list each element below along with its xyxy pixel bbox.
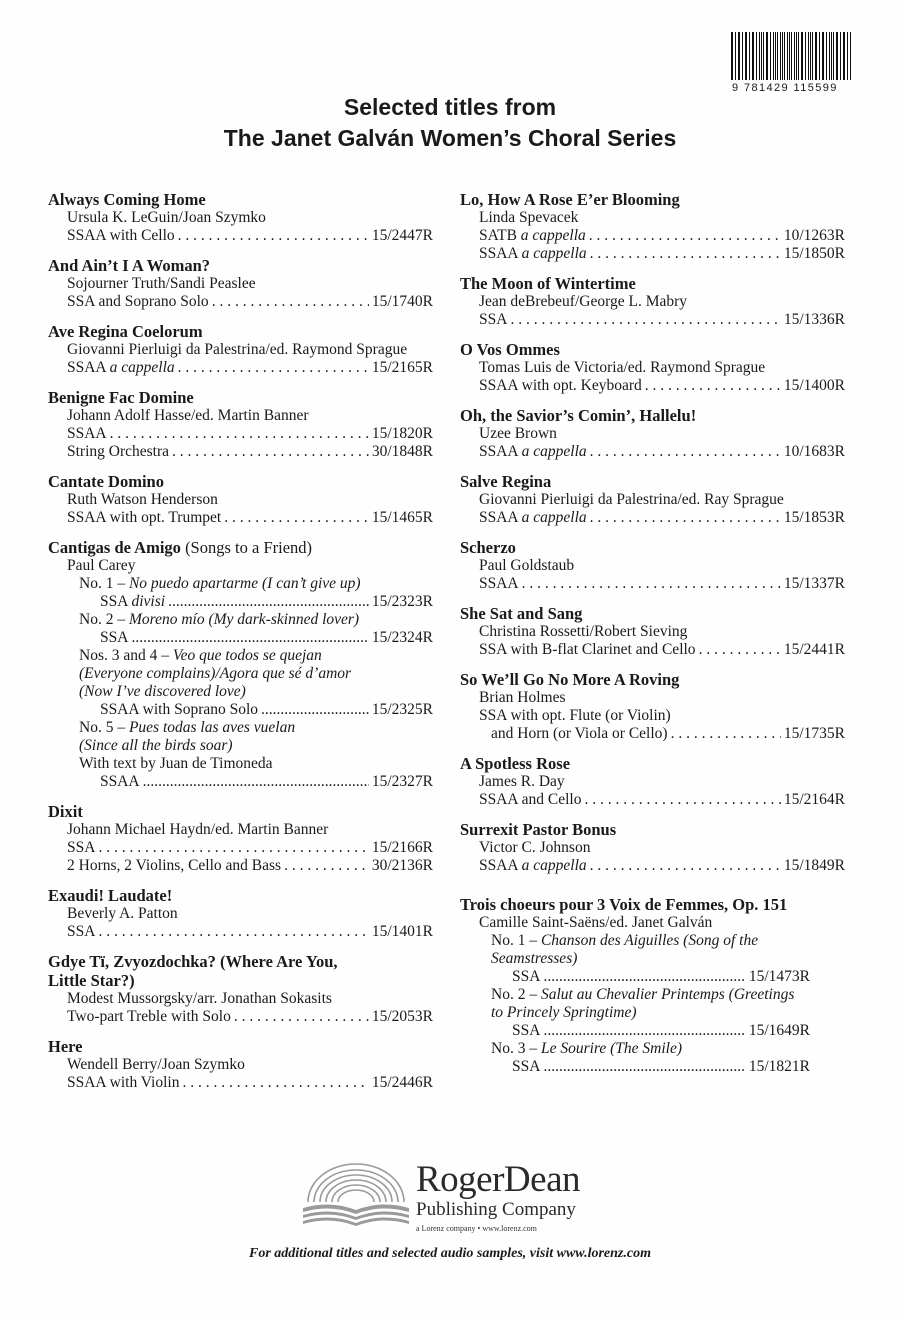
listing-row [48,701,433,719]
voicing-italic: divisi [131,593,166,610]
catalog-number: 15/1820R [371,425,433,442]
entry-credit: Ursula K. LeGuin/Joan Szymko [67,209,266,226]
listing-row [460,641,845,659]
entry-title [48,538,433,557]
voicing-label [512,968,540,986]
title-entry [460,472,845,527]
dot-leader [168,593,369,611]
part-name: No puedo apartarme (I can’t give up) [128,575,361,592]
title-text: Dixit [48,802,83,821]
voicing-label [67,293,209,311]
voicing-text: String Orchestra [67,443,170,460]
entry-credit: Wendell Berry/Joan Szymko [67,1056,245,1073]
listing-row [48,1008,433,1026]
title-entry [48,802,433,875]
part-number: No. 2 – [79,611,126,628]
catalog-number: 15/2166R [371,839,433,856]
title-text: Exaudi! Laudate! [48,886,173,905]
title-text: Here [48,1037,83,1056]
voicing-label [67,839,95,857]
catalog-number: 15/2323R [371,593,433,610]
dot-leader [98,923,368,941]
voicing-label [100,593,165,611]
dot-leader [234,1008,369,1026]
voicing-text: SSAA with Violin [67,1074,180,1091]
entry-credit: Brian Holmes [479,689,566,706]
entry-credit: Johann Michael Haydn/ed. Martin Banner [67,821,329,838]
part-name-cont: (Since all the birds soar) [79,737,233,754]
title-entry [48,952,433,1026]
entry-credit: Uzee Brown [479,425,557,442]
part-name: Pues todas las aves vuelan [128,719,296,736]
voicing-text: SSA [479,311,508,328]
catalog-number: 15/2446R [371,1074,433,1091]
dot-leader [510,311,780,329]
voicing-label [67,1008,231,1026]
entry-credit: Beverly A. Patton [67,905,178,922]
listing-row [48,293,433,311]
entry-credit: Camille Saint-Saëns/ed. Janet Galván [479,914,713,931]
part-number: Nos. 3 and 4 – [79,647,169,664]
dot-leader [543,1058,745,1076]
voicing-text: SSA [512,1022,541,1039]
entry-title [460,754,845,773]
part-heading [460,986,845,1004]
barcode-bar [829,32,830,80]
voicing-text: SSA [100,593,128,610]
barcode-bar [739,32,740,80]
title-entry [460,754,845,809]
entry-title [460,604,845,623]
listing-row [460,443,845,461]
voicing-label [479,443,587,461]
voicing-label [479,575,519,593]
part-number: No. 1 – [79,575,126,592]
catalog-number: 30/2136R [371,857,433,874]
title-text: Cantate Domino [48,472,164,491]
catalog-number: 15/1735R [783,725,845,742]
voicing-text: SSAA [67,425,107,442]
part-name-cont: to Princely Springtime) [491,1004,637,1021]
voicing-text: SSAA [100,773,140,790]
dot-leader [589,227,781,245]
entry-credit: Modest Mussorgsky/arr. Jonathan Sokasits [67,990,332,1007]
voicing-text: and Horn (or Viola or Cello) [491,725,668,742]
entry-credit: Paul Carey [67,557,136,574]
listing-row [460,377,845,395]
part-name: Le Sourire (The Smile) [540,1040,683,1057]
entry-title [460,895,845,914]
dot-leader [590,857,781,875]
voicing-label [512,1058,540,1076]
title-entry [460,340,845,395]
entry-credit: Sojourner Truth/Sandi Peaslee [67,275,256,292]
entry-credit: James R. Day [479,773,565,790]
voicing-text: SSAA [479,509,518,526]
title-text: Oh, the Savior’s Comin’, Hallelu! [460,406,697,425]
title-entry [460,670,845,743]
voicing-label [479,377,642,395]
entry-credit: Giovanni Pierluigi da Palestrina/ed. Raymond Sprague [67,341,408,358]
voicing-label [479,641,696,659]
listing-row [460,227,845,245]
entry-title [460,406,845,425]
voicing-label [67,425,107,443]
title-text: Trois choeurs pour 3 Voix de Femmes, Op. 151 [460,895,788,914]
listing-row [460,1022,810,1040]
entry-title [48,472,433,491]
logo-subtitle: Publishing Company [416,1199,576,1220]
voicing-label [67,443,169,461]
catalog-number: 30/1848R [371,443,433,460]
voicing-label [479,509,587,527]
part-name: Chanson des Aiguilles (Song of the [540,932,759,949]
voicing-label [479,857,587,875]
entry-credit: Giovanni Pierluigi da Palestrina/ed. Ray Sprague [479,491,784,508]
voicing-label [67,227,175,245]
voicing-label [479,311,507,329]
barcode-bar [770,32,771,80]
listing-row [48,773,433,791]
listing-row [48,857,433,875]
publisher-logo [298,1158,608,1238]
part-heading [48,719,433,737]
voicing-italic: a cappella [109,359,175,376]
title-entry [460,190,845,263]
listing-row [460,509,845,527]
dot-leader [98,839,368,857]
entry-title [460,538,845,557]
title-entry [460,274,845,329]
listing-row [48,509,433,527]
catalog-number: 15/1850R [783,245,845,262]
voicing-text: SSAA [479,443,518,460]
part-name: Moreno mío (My dark-skinned lover) [128,611,360,628]
dot-leader [172,443,369,461]
part-heading [460,932,845,950]
dot-leader [590,509,781,527]
title-text: Lo, How A Rose E’er Blooming [460,190,680,209]
entry-title [48,190,433,209]
entry-title [48,1037,433,1056]
entry-title [48,886,433,905]
catalog-number: 15/2447R [371,227,433,244]
title-entry [48,472,433,527]
entry-title [48,388,433,407]
part-name: Veo que todos se quejan [172,647,322,664]
voicing-text: SSAA with Cello [67,227,175,244]
voicing-italic: a cappella [521,857,587,874]
title-text: Gdye Tï, Zvyozdochka? (Where Are You, [48,952,338,971]
catalog-number: 15/1473R [748,968,810,985]
catalog-number: 15/1337R [783,575,845,592]
voicing-text: SSAA [67,359,106,376]
title-text: The Moon of Wintertime [460,274,636,293]
voicing-text: 2 Horns, 2 Violins, Cello and Bass [67,857,282,874]
entry-credit: Linda Spevacek [479,209,579,226]
voicing-italic: a cappella [521,509,587,526]
dot-leader [543,1022,745,1040]
entry-title [460,820,845,839]
voicing-text: SSA [512,1058,541,1075]
voicing-text: SSA [67,923,96,940]
title-text: And Ain’t I A Woman? [48,256,211,275]
part-heading [48,611,433,629]
entry-credit: Johann Adolf Hasse/ed. Martin Banner [67,407,309,424]
voicing-label [100,701,258,719]
title-line-2: The Janet Galván Women’s Choral Series [223,125,677,151]
listing-row [48,839,433,857]
part-number: No. 5 – [79,719,126,736]
listing-row [48,359,433,377]
catalog-number: 15/2324R [371,629,433,646]
logo-tagline: a Lorenz company • www.lorenz.com [416,1224,537,1233]
voicing-text: SSAA and Cello [479,791,582,808]
entry-voicing-line: SSA with opt. Flute (or Violin) [479,707,671,724]
barcode-number: 9 781429 115599 [732,82,838,94]
listing-row [48,425,433,443]
right-column [460,190,845,1087]
voicing-text: Two-part Treble with Solo [67,1008,231,1025]
entry-credit: Jean deBrebeuf/George L. Mabry [479,293,688,310]
dot-leader [584,791,780,809]
voicing-label [479,227,586,245]
part-name: Salut au Chevalier Printemps (Greetings [540,986,795,1003]
dot-leader [543,968,745,986]
dot-leader [590,245,781,263]
entry-title [460,274,845,293]
catalog-number: 10/1683R [783,443,845,460]
voicing-label [67,923,95,941]
catalog-number: 15/1649R [748,1022,810,1039]
listing-row [48,1074,433,1092]
voicing-label [512,1022,540,1040]
title-text: Surrexit Pastor Bonus [460,820,617,839]
voicing-label [100,773,140,791]
voicing-text: SSAA with opt. Keyboard [479,377,642,394]
dot-leader [645,377,781,395]
title-entry [48,886,433,941]
catalog-number: 10/1263R [783,227,845,244]
left-column [48,190,433,1103]
catalog-number: 15/2053R [371,1008,433,1025]
dot-leader [212,293,369,311]
catalog-number: 15/1465R [371,509,433,526]
catalog-number: 15/2164R [783,791,845,808]
listing-row [460,968,810,986]
catalog-number: 15/1821R [748,1058,810,1075]
part-heading [48,647,433,665]
title-entry [460,406,845,461]
voicing-italic: a cappella [521,245,587,262]
entry-title [48,256,433,275]
title-text: Scherzo [460,538,516,557]
part-number: No. 3 – [491,1040,538,1057]
entry-credit: Paul Goldstaub [479,557,575,574]
title-entry [460,604,845,659]
voicing-text: SSAA [479,245,518,262]
footer-note: For additional titles and selected audio samples, visit www.lorenz.com [248,1246,651,1261]
title-text: Benigne Fac Domine [48,388,194,407]
title-text: A Spotless Rose [460,754,571,773]
entry-credit: Tomas Luis de Victoria/ed. Raymond Sprague [479,359,766,376]
dot-leader [671,725,781,743]
title-entry [460,895,845,1076]
listing-row [460,575,845,593]
part-number: No. 2 – [491,986,538,1003]
title-entry [48,322,433,377]
entry-title-cont: Little Star?) [48,971,135,990]
voicing-label [67,509,221,527]
listing-row [48,629,433,647]
listing-row [48,227,433,245]
dot-leader [522,575,781,593]
title-entry [48,1037,433,1092]
part-note: With text by Juan de Timoneda [79,755,273,772]
voicing-label [491,725,668,743]
part-name-cont: (Now I’ve discovered love) [79,683,246,700]
title-text: O Vos Ommes [460,340,560,359]
listing-row [460,791,845,809]
voicing-label [479,791,581,809]
dot-leader [590,443,781,461]
title-subtitle: (Songs to a Friend) [185,538,313,557]
voicing-label [67,1074,179,1092]
title-entry [48,190,433,245]
voicing-label [100,629,128,647]
title-entry [460,820,845,875]
dot-leader [178,227,369,245]
voicing-text: SSAA with opt. Trumpet [67,509,222,526]
voicing-text: SSAA [479,575,519,592]
voicing-text: SSA and Soprano Solo [67,293,209,310]
entry-title [48,952,433,971]
title-text: So We’ll Go No More A Roving [460,670,680,689]
title-text: Ave Regina Coelorum [48,322,203,341]
dot-leader [261,701,369,719]
title-entry [460,538,845,593]
dot-leader [284,857,369,875]
catalog-number: 15/2325R [371,701,433,718]
catalog-number: 15/1401R [371,923,433,940]
dot-leader [131,629,368,647]
title-text: Always Coming Home [48,190,206,209]
entry-title [48,322,433,341]
catalog-number: 15/2327R [371,773,433,790]
part-heading [48,575,433,593]
listing-row [48,923,433,941]
entry-title [460,190,845,209]
entry-title [460,340,845,359]
dot-leader [178,359,369,377]
voicing-text: SSA with B-flat Clarinet and Cello [479,641,696,658]
barcode-bar [805,32,806,80]
voicing-label [479,245,587,263]
catalog-number: 15/1400R [783,377,845,394]
dot-leader [143,773,369,791]
catalog-number: 15/2441R [783,641,845,658]
listing-row [460,311,845,329]
voicing-label [67,359,175,377]
entry-credit: Christina Rossetti/Robert Sieving [479,623,688,640]
entry-title [48,802,433,821]
logo-name: RogerDean [416,1159,580,1200]
voicing-italic: a cappella [521,443,587,460]
voicing-text: SSA [100,629,129,646]
listing-row [460,725,845,743]
title-text: She Sat and Sang [460,604,583,623]
title-entry [48,388,433,461]
title-entry [48,256,433,311]
voicing-label [67,857,281,875]
title-entry [48,538,433,791]
barcode-bar [787,32,788,80]
voicing-text: SSAA [479,857,518,874]
part-heading [460,1040,845,1058]
entry-credit: Ruth Watson Henderson [67,491,218,508]
voicing-italic: a cappella [520,227,586,244]
entry-title [460,472,845,491]
listing-row [48,593,433,611]
dot-leader [182,1074,368,1092]
title-line-1: Selected titles from [343,94,557,120]
voicing-text: SSAA with Soprano Solo [100,701,259,718]
listing-row [460,245,845,263]
title-text: Salve Regina [460,472,552,491]
listing-row [48,443,433,461]
entry-credit: Victor C. Johnson [479,839,591,856]
entry-title [460,670,845,689]
voicing-text: SATB [479,227,517,244]
catalog-number: 15/1853R [783,509,845,526]
listing-row [460,1058,810,1076]
dot-leader [699,641,781,659]
catalog-number: 15/2165R [371,359,433,376]
catalog-number: 15/1336R [783,311,845,328]
catalog-number: 15/1849R [783,857,845,874]
part-name-cont: Seamstresses) [491,950,578,967]
barcode-bars [731,32,851,80]
barcode-bar [756,32,757,80]
voicing-text: SSA [67,839,96,856]
book-sunrise-icon [298,1158,413,1236]
part-number: No. 1 – [491,932,538,949]
voicing-text: SSA [512,968,541,985]
catalog-number: 15/1740R [371,293,433,310]
dot-leader [224,509,369,527]
part-name-cont: (Everyone complains)/Agora que sé d’amor [79,665,352,682]
page-title [0,92,900,154]
listing-row [460,857,845,875]
dot-leader [110,425,369,443]
title-text: Cantigas de Amigo [48,538,181,557]
barcode [731,32,851,97]
